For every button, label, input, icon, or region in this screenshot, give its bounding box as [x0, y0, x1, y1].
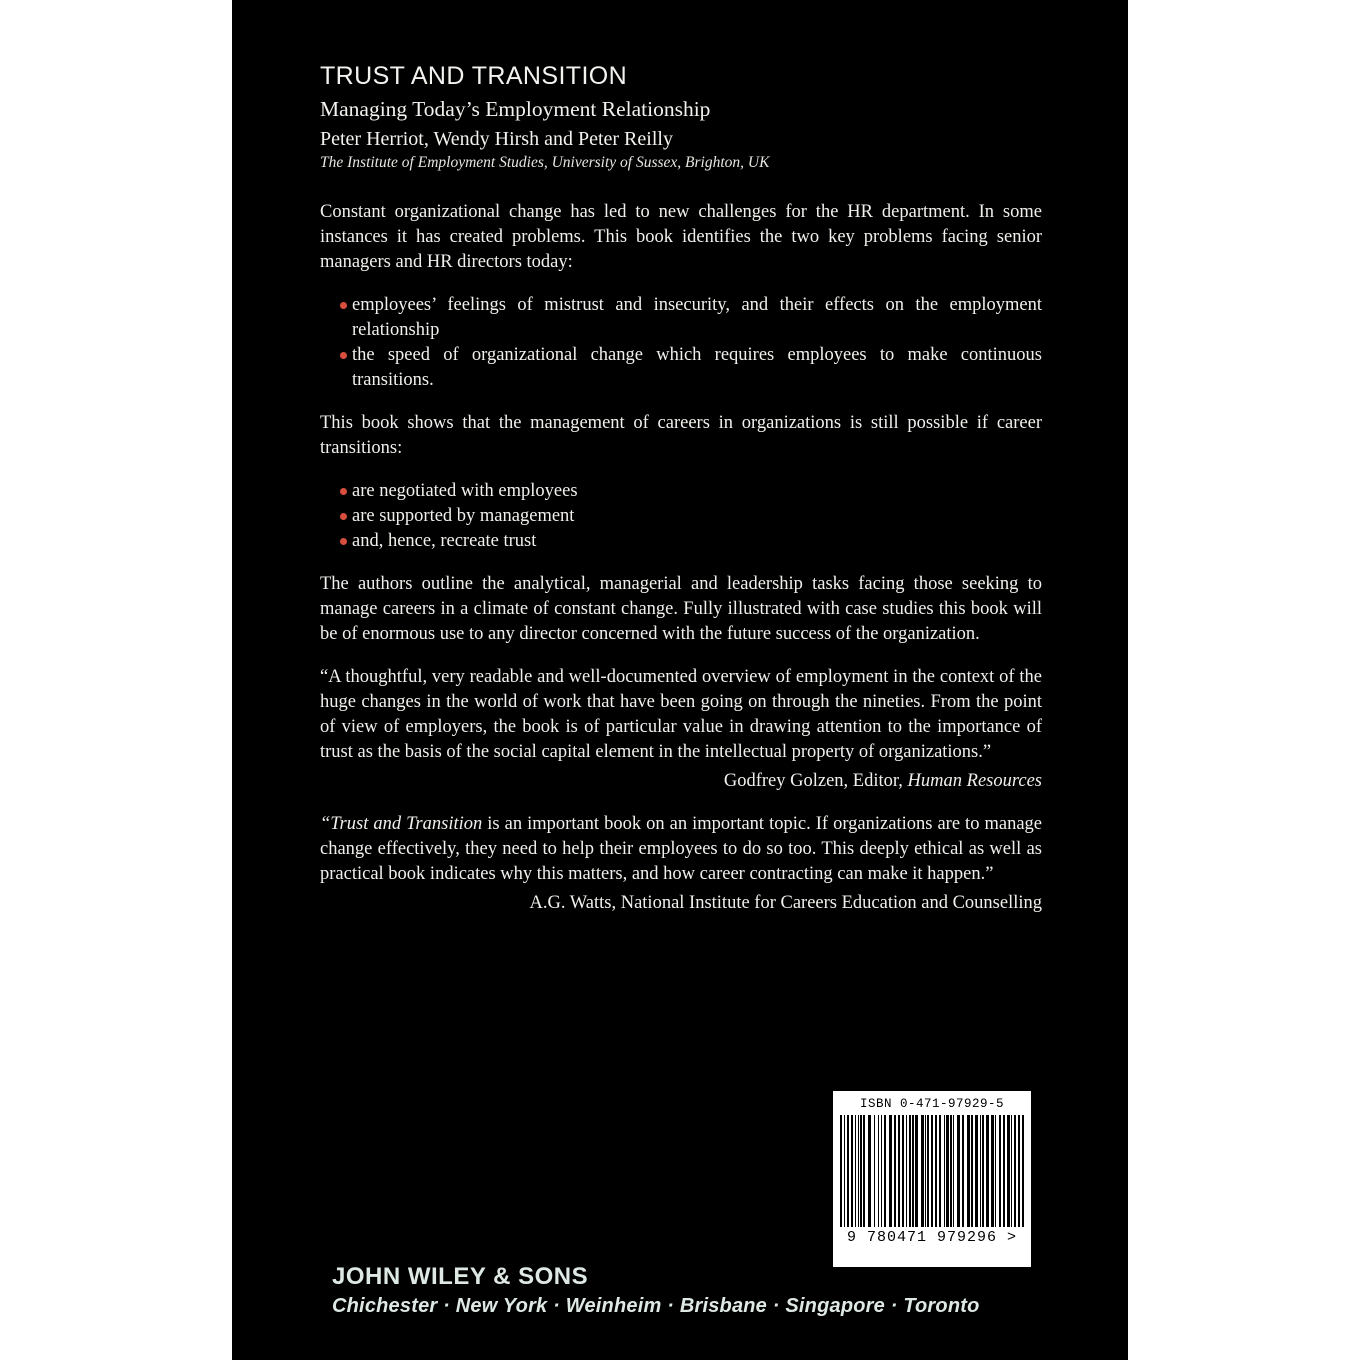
- barcode: [832, 1090, 1032, 1268]
- conditions-list: [320, 479, 1042, 554]
- review-quote-2-title: “Trust and Transition: [320, 814, 483, 834]
- ean-suffix: >: [1007, 1229, 1018, 1246]
- page-title: TRUST AND TRANSITION: [320, 62, 628, 90]
- book-cover: [232, 0, 1128, 1360]
- publisher-name: JOHN WILEY & SONS: [332, 1263, 589, 1290]
- intro-paragraph: Constant organizational change has led to new challenges for the HR department. In some instances it has created problems. This book identifies the two key problems facing senior managers and HR directors today:: [320, 202, 1042, 272]
- review-attribution-1-name: Godfrey Golzen, Editor,: [723, 771, 908, 791]
- list-item: are negotiated with employees: [342, 479, 1042, 504]
- book-subtitle: Managing Today’s Employment Relationship: [320, 97, 711, 121]
- review-attribution-1: [320, 769, 1042, 794]
- isbn-label: ISBN 0-471-97929-5: [859, 1097, 1005, 1111]
- publisher-cities: Chichester · New York · Weinheim · Brisbane · Singapore · Toronto: [332, 1295, 980, 1317]
- review-quote-2-body: is an important book on an important topic. If organizations are to manage change effectively, they need to help their employees to do so too. This deeply ethical as well as practical book indicates why this matters, and how career contracting can make it happen.”: [320, 814, 1043, 884]
- list-item: are supported by management: [342, 504, 1042, 529]
- ean-digits: [840, 1229, 1024, 1246]
- second-paragraph: This book shows that the management of careers in organizations is still possible if career transitions:: [320, 413, 1042, 458]
- list-item: employees’ feelings of mistrust and insecurity, and their effects on the employment relationship: [342, 293, 1042, 343]
- cover-content: [320, 62, 1042, 934]
- list-item: and, hence, recreate trust: [342, 529, 1042, 554]
- review-attribution-1-publication: Human Resources: [907, 771, 1042, 791]
- problems-list: [320, 293, 1042, 393]
- author-affiliation: The Institute of Employment Studies, University of Sussex, Brighton, UK: [320, 154, 770, 171]
- barcode-bars: [840, 1115, 1024, 1227]
- third-paragraph: The authors outline the analytical, managerial and leadership tasks facing those seeking to manage careers in a climate of constant change. Fully illustrated with case studies this book will be of enormous use to any director concerned with the future success of the organization.: [320, 574, 1042, 644]
- book-authors: Peter Herriot, Wendy Hirsh and Peter Reilly: [320, 128, 673, 150]
- list-item: the speed of organizational change which requires employees to make continuous transitions.: [342, 343, 1042, 393]
- review-quote-2: [320, 812, 1042, 887]
- review-quote-1: “A thoughtful, very readable and well-documented overview of employment in the context of the huge changes in the world of work that have been going on through the nineties. From the point of view of employers, the book is of particular value in drawing attention to the importance of trust as the basis of the social capital element in the intellectual property of organizations.”: [320, 667, 1042, 762]
- publisher-block: [332, 1263, 1032, 1318]
- review-attribution-2: A.G. Watts, National Institute for Careers Education and Counselling: [529, 893, 1042, 913]
- ean-number: 9 780471 979296: [846, 1229, 997, 1246]
